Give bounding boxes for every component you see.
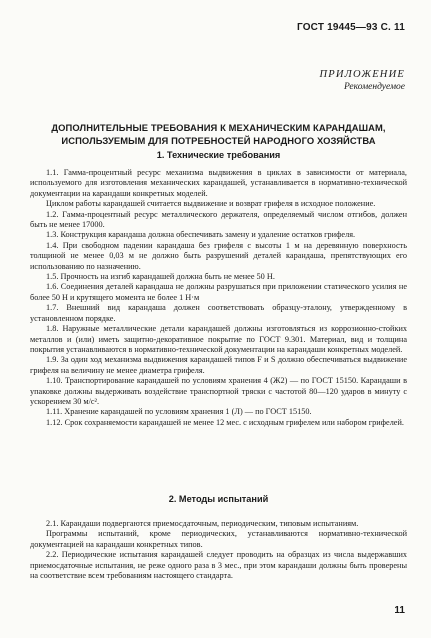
paragraph: Программы испытаний, кроме периодических, устанавливаются нормативно-технической документацией на карандаши конкретных типов. — [30, 529, 407, 549]
section-2-heading: 2. Методы испытаний — [168, 494, 269, 504]
paragraph: 1.12. Срок сохраняемости карандашей не менее 12 мес. с исходным грифелем или набором грифелей. — [46, 417, 404, 427]
paragraph: 1.7. Внешний вид карандаша должен соответствовать образцу-эталону, утвержденному в установленном порядке. — [30, 303, 407, 323]
paragraph: 1.4. При свободном падении карандаша без грифеля с высоты 1 м на деревянную поверхность толщиной не менее 0,03 м не должно быть разрушений деталей карандаша, препятствующих его использованию по назначению. — [30, 240, 407, 271]
paragraph: Циклом работы карандашей считается выдвижение и возврат грифеля в исходное положение. — [46, 199, 376, 209]
section-1-heading: 1. Технические требования — [156, 150, 281, 160]
appendix-block — [320, 68, 406, 94]
paragraph: 1.11. Хранение карандашей по условиям хранения 1 (Л) — по ГОСТ 15150. — [46, 407, 312, 417]
title-line-2: ИСПОЛЬЗУЕМЫМ ДЛЯ ПОТРЕБНОСТЕЙ НАРОДНОГО ХОЗЯЙСТВА — [61, 134, 376, 146]
appendix-label: ПРИЛОЖЕНИЕ — [319, 69, 405, 80]
section-2-body — [30, 519, 407, 581]
paragraph: 1.10. Транспортирование карандашей по условиям хранения 4 (Ж2) — по ГОСТ 15150. Карандаши в упаковке должны выдерживать воздействие транспортной тряски с частотой 80—120 ударов в минуту с ускорением 30 м/с². — [30, 376, 407, 406]
title-line-1: ДОПОЛНИТЕЛЬНЫЕ ТРЕБОВАНИЯ К МЕХАНИЧЕСКИМ КАРАНДАШАМ, — [51, 122, 386, 133]
paragraph: 2.2. Периодические испытания карандашей следует проводить на образцах из числа выдержавших приемосдаточные испытания, не реже одного раза в 3 мес., при этом карандаши должны быть проверены на соответствие всем требованиям настоящего стандарта. — [30, 550, 407, 581]
paragraph: 2.1. Карандаши подвергаются приемосдаточным, периодическим, типовым испытаниям. — [46, 519, 359, 528]
section-1-body — [30, 168, 407, 428]
paragraph: 1.8. Наружные металлические детали карандашей должны изготовляться из коррозионно-стойких металлов и (или) иметь защитно-декоративное покрытие по ГОСТ 9.301. Материал, вид и толщина покрытия устанавливаются в нормативно-технической документации на карандаши конкретных моделей. — [30, 324, 407, 354]
paragraph: 1.6. Соединения деталей карандаша не должны разрушаться при приложении статического усилия не более 50 Н и крутящего момента не более 1 Н·м — [30, 282, 407, 302]
paragraph: 1.1. Гамма-процентный ресурс механизма выдвижения в циклах в зависимости от материала, используемого для изготовления механических карандашей, устанавливается в нормативно-технической документации на карандаши конкретных моделей. — [30, 168, 407, 198]
paragraph: 1.5. Прочность на изгиб карандашей должна быть не менее 50 Н. — [46, 272, 275, 282]
document-title — [30, 122, 407, 147]
appendix-status: Рекомендуемое — [343, 82, 405, 92]
page-number: 11 — [394, 605, 405, 616]
paragraph: 1.3. Конструкция карандаша должна обеспечивать замену и удаление остатков грифеля. — [46, 230, 356, 240]
paragraph: 1.9. За один ход механизма выдвижения карандашей типов F и S должно обеспечиваться выдвижение грифеля на величину не менее диаметра грифеля. — [30, 355, 407, 375]
paragraph: 1.2. Гамма-процентный ресурс металлического держателя, определяемый числом отгибов, должен быть не менее 17000. — [30, 209, 407, 230]
standard-header: ГОСТ 19445—93 С. 11 — [296, 22, 405, 33]
